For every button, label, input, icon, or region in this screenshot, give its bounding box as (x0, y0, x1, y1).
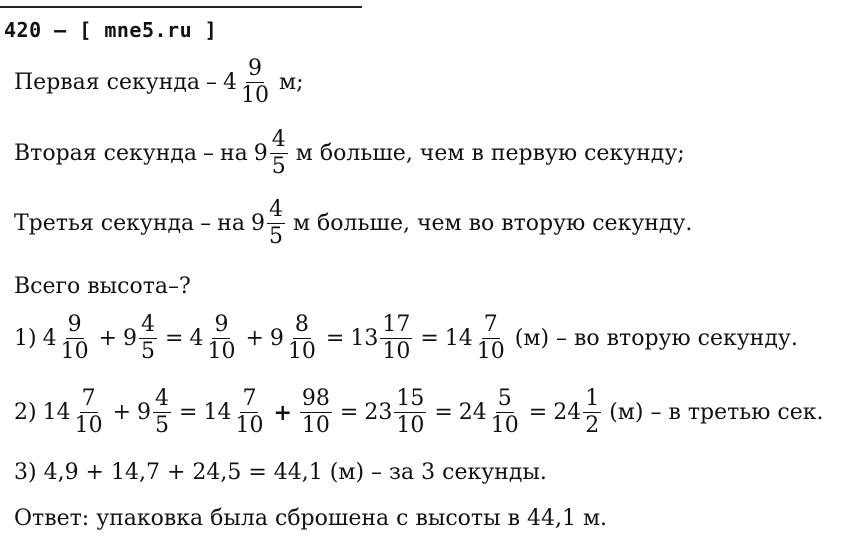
fraction-whole: 24 (553, 400, 582, 425)
step-3 (14, 460, 547, 485)
given-2-tail: м больше, чем в первую секунду; (295, 141, 685, 166)
equals-sign: = (434, 400, 453, 425)
dash: – (200, 211, 212, 236)
fraction-whole: 9 (269, 326, 284, 351)
fraction-whole: 24 (458, 400, 487, 425)
answer-text: Ответ: упаковка была сброшена с высоты в 44,1 м. (14, 506, 608, 531)
step-label: 2) (14, 400, 37, 425)
page-header: 420 – [ mne5.ru ] (4, 18, 218, 42)
fraction (475, 314, 507, 363)
fraction-whole: 13 (350, 326, 379, 351)
denominator: 10 (241, 83, 270, 108)
numerator: 5 (497, 386, 512, 411)
given-line-1 (14, 58, 304, 107)
numerator: 4 (268, 197, 283, 222)
given-2-prefix: на (220, 141, 248, 166)
numerator: 4 (155, 386, 170, 411)
question-line (14, 274, 191, 299)
answer-line (14, 506, 607, 531)
fraction (270, 129, 288, 178)
given-3-label: Третья секунда (14, 211, 195, 236)
given-line-2 (14, 129, 685, 178)
fraction-whole: 4 (42, 326, 57, 351)
fraction-whole: 14 (203, 400, 232, 425)
plus-sign: + (273, 399, 292, 426)
denominator: 10 (235, 413, 264, 438)
equals-sign: = (165, 326, 184, 351)
numerator: 9 (248, 56, 263, 81)
numerator: 7 (81, 386, 96, 411)
denominator: 10 (490, 413, 519, 438)
fraction (73, 388, 105, 437)
equals-sign: = (325, 326, 345, 351)
equals-sign: = (528, 400, 548, 425)
fraction-whole: 14 (444, 326, 473, 351)
fraction-whole: 9 (253, 141, 268, 166)
numerator: 15 (396, 386, 425, 411)
fraction (489, 388, 521, 437)
denominator: 10 (301, 413, 330, 438)
step-3-text: 3) 4,9 + 14,7 + 24,5 = 44,1 (м) – за 3 секунды. (14, 460, 547, 485)
denominator: 5 (155, 413, 170, 438)
step-1 (14, 314, 798, 363)
denominator: 2 (585, 413, 600, 438)
step-2 (14, 388, 824, 437)
step-tail: (м) – в третью сек. (609, 400, 824, 425)
plus-sign: + (98, 326, 118, 351)
fraction (394, 388, 426, 437)
denominator: 10 (74, 413, 103, 438)
question-text: Всего высота–? (14, 274, 191, 299)
denominator: 10 (60, 339, 89, 364)
fraction (239, 58, 271, 107)
numerator: 9 (214, 312, 229, 337)
numerator: 98 (301, 386, 330, 411)
fraction (300, 388, 332, 437)
numerator: 7 (242, 386, 257, 411)
fraction-whole: 4 (189, 326, 204, 351)
denominator: 10 (207, 339, 236, 364)
step-tail: (м) – во вторую секунду. (514, 326, 798, 351)
fraction-whole: 9 (137, 400, 152, 425)
fraction (380, 314, 412, 363)
given-3-tail: м больше, чем во вторую секунду. (292, 211, 693, 236)
numerator: 7 (483, 312, 498, 337)
top-rule (0, 6, 362, 8)
fraction (233, 388, 265, 437)
equals-sign: = (420, 326, 439, 351)
numerator: 17 (382, 312, 411, 337)
denominator: 5 (141, 339, 156, 364)
dash: – (203, 141, 215, 166)
fraction-whole: 9 (123, 326, 138, 351)
fraction (267, 199, 285, 248)
plus-sign: + (112, 400, 132, 425)
fraction-whole: 4 (223, 70, 238, 95)
given-2-label: Вторая секунда (14, 141, 198, 166)
equals-sign: = (179, 400, 198, 425)
fraction (153, 388, 171, 437)
given-line-3 (14, 199, 692, 248)
fraction (286, 314, 318, 363)
numerator: 4 (141, 312, 156, 337)
denominator: 10 (382, 339, 411, 364)
fraction-whole: 9 (250, 211, 265, 236)
numerator: 8 (294, 312, 309, 337)
plus-sign: + (245, 326, 264, 351)
fraction (139, 314, 157, 363)
given-1-tail: м; (279, 70, 304, 95)
fraction-whole: 14 (42, 400, 71, 425)
denominator: 5 (271, 154, 286, 179)
denominator: 10 (287, 339, 316, 364)
denominator: 10 (476, 339, 505, 364)
numerator: 1 (585, 386, 600, 411)
fraction (59, 314, 91, 363)
fraction-whole: 23 (364, 400, 393, 425)
given-1-label: Первая секунда (14, 70, 201, 95)
numerator: 9 (67, 312, 82, 337)
denominator: 5 (268, 224, 283, 249)
equals-sign: = (339, 400, 359, 425)
fraction (583, 388, 601, 437)
fraction (205, 314, 237, 363)
denominator: 10 (396, 413, 425, 438)
dash: – (206, 70, 218, 95)
given-3-prefix: на (217, 211, 245, 236)
numerator: 4 (271, 127, 286, 152)
step-label: 1) (14, 326, 37, 351)
